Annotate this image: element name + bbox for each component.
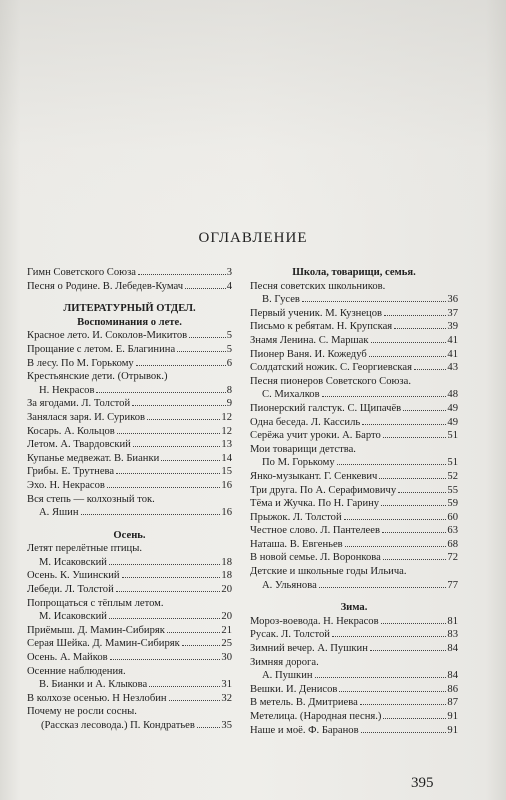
- dot-leader: [132, 405, 226, 406]
- dot-leader: [370, 650, 447, 651]
- toc-group-autumn-2: [27, 624, 232, 665]
- dot-leader: [197, 727, 221, 728]
- dot-leader: [177, 351, 226, 352]
- toc-entry-title: Косарь. А. Кольцов: [27, 425, 115, 437]
- toc-entry: [27, 583, 232, 597]
- toc-entry: [27, 280, 232, 294]
- toc-entry-title: Серёжа учит уроки. А. Барто: [250, 430, 381, 442]
- toc-entry-page: 25: [221, 638, 232, 650]
- toc-entry-title: Честное слово. Л. Пантелеев: [250, 525, 380, 537]
- toc-entry-page: 8: [226, 384, 232, 396]
- toc-entry-page: 30: [221, 652, 232, 664]
- toc-entry-title: Зимний вечер. А. Пушкин: [250, 643, 368, 655]
- dot-leader: [383, 559, 447, 560]
- page-title: ОГЛАВЛЕНИЕ: [198, 230, 308, 246]
- toc-entry-page: 37: [447, 307, 458, 319]
- toc-entry: [250, 361, 458, 375]
- toc-entry-page: 43: [447, 362, 458, 374]
- toc-entry-title: Вешки. И. Денисов: [250, 683, 338, 695]
- toc-entry: [250, 307, 458, 321]
- toc-entry-title: Лебеди. Л. Толстой: [27, 584, 114, 596]
- toc-entry-page: 35: [221, 720, 232, 731]
- dot-leader: [337, 464, 447, 465]
- dot-leader: [403, 410, 446, 411]
- dot-leader: [116, 591, 221, 592]
- dot-leader: [116, 473, 220, 474]
- dot-leader: [169, 700, 221, 701]
- toc-entry-page: 91: [447, 724, 458, 736]
- toc-left-column: [27, 266, 232, 733]
- toc-entry-title: Зимняя дорога.: [250, 656, 319, 668]
- toc-entry-title: Осень. А. Майков: [27, 652, 108, 664]
- dot-leader: [384, 315, 446, 316]
- toc-entry-page: 32: [221, 692, 232, 704]
- dot-leader: [185, 288, 226, 289]
- toc-entry: [250, 724, 458, 738]
- toc-entry-title: А. Яшин: [39, 507, 79, 519]
- dot-leader: [332, 636, 446, 637]
- toc-entry-page: 91: [447, 711, 458, 722]
- dot-leader: [302, 301, 446, 302]
- dot-leader: [109, 618, 220, 619]
- dot-leader: [394, 328, 446, 329]
- toc-entry-title: Занялася заря. И. Суриков: [27, 411, 146, 423]
- toc-entry-page: 31: [221, 679, 232, 691]
- dot-leader: [382, 532, 446, 533]
- toc-group-autumn: [27, 569, 232, 596]
- toc-entry-page: 60: [447, 511, 458, 523]
- toc-group-pionery: [250, 388, 458, 402]
- toc-entry-page: 48: [447, 389, 458, 401]
- toc-entry-page: 14: [221, 452, 232, 464]
- toc-entry-title: По М. Горькому: [262, 457, 335, 469]
- toc-entry-title: Солдатский ножик. С. Георгиевская: [250, 362, 412, 374]
- toc-entry: [27, 329, 232, 343]
- toc-entry-title: Серая Шейка. Д. Мамин-Сибиряк: [27, 638, 180, 650]
- toc-entry-title: В колхозе осенью. Н Незлобин: [27, 692, 167, 704]
- toc-entry-title: В метель. В. Дмитриева: [250, 697, 358, 709]
- toc-entry: [250, 429, 458, 443]
- dot-leader: [398, 492, 446, 493]
- dot-leader: [369, 356, 447, 357]
- toc-entry-title: Письмо к ребятам. Н. Крупская: [250, 321, 393, 333]
- toc-entry: [250, 642, 458, 656]
- dot-leader: [362, 424, 446, 425]
- toc-group-winter-b: [250, 683, 458, 737]
- section-heading-winter: Зима.: [340, 602, 368, 614]
- toc-entry-title: Песня о Родине. В. Лебедев-Кумач: [27, 280, 184, 292]
- dot-leader: [149, 686, 220, 687]
- toc-entry-page: 77: [447, 579, 458, 591]
- toc-entry: [250, 538, 458, 552]
- toc-entry: [27, 411, 232, 425]
- toc-entry-title: (Рассказ лесовода.) П. Кондратьев: [41, 720, 195, 731]
- toc-entry-page: 81: [447, 615, 458, 627]
- toc-entry: [27, 343, 232, 357]
- toc-entry-page: 83: [447, 629, 458, 641]
- toc-entry-title: Детские и школьные годы Ильича.: [250, 566, 407, 578]
- toc-group-nabl: [27, 678, 232, 692]
- dot-leader: [167, 632, 220, 633]
- toc-entry: [250, 402, 458, 416]
- toc-group-step: [27, 506, 232, 520]
- dot-leader: [319, 587, 447, 588]
- dot-leader: [110, 659, 221, 660]
- toc-entry: [250, 334, 458, 348]
- toc-entry-title: За ягодами. Л. Толстой: [27, 398, 131, 410]
- dot-leader: [107, 487, 220, 488]
- toc-group-winter-a: [250, 615, 458, 656]
- toc-entry-page: 59: [447, 498, 458, 510]
- toc-entry: [250, 388, 458, 402]
- toc-entry: [27, 624, 232, 638]
- toc-entry-page: 21: [221, 624, 232, 636]
- toc-entry-page: 5: [226, 343, 232, 355]
- toc-entry-title: Осенние наблюдения.: [27, 665, 126, 677]
- toc-group-poproshch: [27, 610, 232, 624]
- toc-entry-page: 36: [447, 294, 458, 306]
- toc-entry-page: 12: [221, 425, 232, 437]
- toc-entry-page: 41: [447, 348, 458, 360]
- dot-leader: [344, 519, 447, 520]
- toc-entry: [27, 384, 232, 398]
- dot-leader: [322, 396, 447, 397]
- dot-leader: [383, 718, 446, 719]
- toc-entry-page: 5: [226, 330, 232, 342]
- toc-entry: [27, 452, 232, 466]
- toc-entry: [250, 551, 458, 565]
- toc-entry-title: Н. Некрасов: [39, 384, 95, 396]
- dot-leader: [381, 505, 446, 506]
- toc-entry-page: 20: [221, 611, 232, 623]
- dot-leader: [161, 460, 220, 461]
- section-subheading-summer: Воспоминания о лете.: [77, 316, 182, 328]
- toc-entry-title: Грибы. Е. Трутнева: [27, 466, 115, 478]
- toc-entry: [250, 348, 458, 362]
- toc-entry-title: Наше и моё. Ф. Баранов: [250, 724, 359, 736]
- toc-entry-title: В новой семье. Л. Воронкова: [250, 552, 381, 564]
- dot-leader: [81, 514, 221, 515]
- dot-leader: [117, 433, 221, 434]
- toc-entry: [27, 266, 232, 280]
- toc-entry: [250, 615, 458, 629]
- toc-entry-title: Эхо. Н. Некрасов: [27, 479, 105, 491]
- show-through-text-area: [0, 0, 506, 215]
- toc-entry-page: 49: [447, 416, 458, 428]
- toc-entry: [27, 479, 232, 493]
- toc-entry-page: 12: [221, 411, 232, 423]
- toc-entry: [27, 610, 232, 624]
- toc-entry-page: 39: [447, 321, 458, 333]
- dot-leader: [383, 437, 447, 438]
- dot-leader: [96, 392, 225, 393]
- toc-entry: [27, 651, 232, 665]
- dot-leader: [109, 564, 220, 565]
- toc-entry-title: Песня пионеров Советского Союза.: [250, 375, 411, 387]
- toc-entry: [250, 456, 458, 470]
- toc-entry-page: 84: [447, 643, 458, 655]
- toc-entry-page: 9: [226, 398, 232, 410]
- toc-entry: [27, 397, 232, 411]
- dot-leader: [182, 645, 221, 646]
- toc-entry-title: М. Исаковский: [39, 556, 107, 568]
- toc-entry-title: Метелица. (Народная песня.): [250, 711, 382, 722]
- dot-leader: [136, 365, 226, 366]
- toc-entry: [250, 524, 458, 538]
- toc-group-ilyich: [250, 579, 458, 593]
- dot-leader: [381, 623, 447, 624]
- dot-leader: [122, 577, 221, 578]
- toc-entry: [250, 579, 458, 593]
- toc-entry: [250, 683, 458, 697]
- toc-entry-title: Одна беседа. Л. Кассиль: [250, 416, 361, 428]
- toc-entry-page: 55: [447, 484, 458, 496]
- dot-leader: [361, 732, 447, 733]
- toc-entry-title: Летят перелётные птицы.: [27, 543, 142, 555]
- toc-entry: [27, 465, 232, 479]
- toc-entry-title: Осень. К. Ушинский: [27, 570, 120, 582]
- toc-entry-page: 15: [221, 466, 232, 478]
- toc-entry: [27, 357, 232, 371]
- toc-entry: [250, 416, 458, 430]
- toc-entry-title: Пионер Ваня. И. Кожедуб: [250, 348, 367, 360]
- toc-entry-title: Почему не росли сосны.: [27, 706, 137, 718]
- dot-leader: [138, 274, 226, 275]
- toc-entry-page: 18: [221, 556, 232, 568]
- toc-group-kolhoz: [27, 692, 232, 706]
- toc-group-summer: [27, 329, 232, 370]
- toc-entry-title: Три друга. По А. Серафимовичу: [250, 484, 397, 496]
- toc-entry: [250, 293, 458, 307]
- toc-entry-page: 41: [447, 334, 458, 346]
- toc-entry-title: А. Пушкин: [262, 670, 313, 682]
- toc-entry-page: 18: [221, 570, 232, 582]
- toc-entry-title: В. Бианки и А. Клыкова: [39, 679, 148, 691]
- toc-entry: [27, 678, 232, 692]
- dot-leader: [189, 337, 226, 338]
- toc-entry-page: 4: [226, 280, 232, 292]
- toc-entry-title: С. Михалков: [262, 389, 320, 401]
- toc-entry-title: Песня советских школьников.: [250, 280, 386, 292]
- toc-entry-title: Летом. А. Твардовский: [27, 439, 131, 451]
- dot-leader: [414, 369, 446, 370]
- toc-entry-page: 13: [221, 439, 232, 451]
- toc-entry-page: 52: [447, 470, 458, 482]
- dot-leader: [360, 704, 447, 705]
- dot-leader: [339, 691, 446, 692]
- toc-entry-page: 86: [447, 683, 458, 695]
- toc-entry-title: В лесу. По М. Горькому: [27, 357, 134, 369]
- dot-leader: [315, 677, 447, 678]
- toc-entry-title: Купанье медвежат. В. Бианки: [27, 452, 160, 464]
- toc-entry-page: 16: [221, 507, 232, 519]
- toc-entry: [27, 506, 232, 520]
- toc-entry-page: 51: [447, 430, 458, 442]
- toc-entry-title: М. Исаковский: [39, 611, 107, 623]
- toc-entry-page: 68: [447, 538, 458, 550]
- toc-entry-title: Янко-музыкант. Г. Сенкевич: [250, 470, 378, 482]
- toc-group-school-a: [250, 307, 458, 375]
- dot-leader: [379, 478, 446, 479]
- toc-entry: [250, 710, 458, 724]
- toc-entry: [27, 425, 232, 439]
- toc-entry-title: Первый ученик. М. Кузнецов: [250, 307, 383, 319]
- toc-entry-title: Вся степь — колхозный ток.: [27, 493, 155, 505]
- toc-entry-title: Тёма и Жучка. По Н. Гарину: [250, 498, 380, 510]
- toc-entry-title: Мои товарищи детства.: [250, 443, 356, 455]
- toc-group-doroga: [250, 669, 458, 683]
- toc-group-school-b: [250, 402, 458, 443]
- toc-entry-page: 49: [447, 402, 458, 414]
- toc-entry-page: 72: [447, 552, 458, 564]
- toc-group-ptitsy: [27, 556, 232, 570]
- toc-entry: [250, 470, 458, 484]
- dot-leader: [345, 546, 447, 547]
- dot-leader: [147, 419, 220, 420]
- toc-right-column: [250, 266, 458, 737]
- dot-leader: [133, 446, 221, 447]
- toc-entry-page: 20: [221, 584, 232, 596]
- toc-group-top: [27, 266, 232, 293]
- section-heading-autumn: Осень.: [113, 529, 146, 541]
- toc-entry: [250, 320, 458, 334]
- toc-group-tovarishchi: [250, 456, 458, 470]
- toc-group-krest: [27, 384, 232, 398]
- toc-entry-title: Прощание с летом. Е. Благинина: [27, 343, 176, 355]
- toc-entry: [27, 556, 232, 570]
- toc-entry-page: 6: [226, 357, 232, 369]
- toc-group-sosny: [27, 719, 232, 733]
- section-heading-school: Школа, товарищи, семья.: [292, 267, 416, 278]
- toc-entry: [27, 438, 232, 452]
- toc-group-summer-2: [27, 397, 232, 492]
- toc-entry: [27, 569, 232, 583]
- toc-group-pesnya: [250, 293, 458, 307]
- toc-entry-title: В. Гусев: [262, 294, 300, 306]
- toc-entry-title: Попрощаться с тёплым летом.: [27, 597, 164, 609]
- toc-entry-page: 87: [447, 697, 458, 709]
- toc-entry-title: Мороз-воевода. Н. Некрасов: [250, 615, 379, 627]
- toc-entry: [250, 484, 458, 498]
- toc-entry-title: Гимн Советского Союза: [27, 267, 136, 278]
- page-number: 395: [411, 775, 434, 791]
- toc-entry-title: А. Ульянова: [262, 579, 317, 591]
- section-heading-literary: ЛИТЕРАТУРНЫЙ ОТДЕЛ.: [63, 303, 196, 315]
- toc-entry-page: 3: [226, 267, 232, 278]
- toc-entry: [250, 628, 458, 642]
- toc-entry: [27, 692, 232, 706]
- toc-group-school-c: [250, 470, 458, 565]
- toc-entry-page: 16: [221, 479, 232, 491]
- toc-entry-title: Наташа. В. Евгеньев: [250, 538, 343, 550]
- toc-entry-title: Приёмыш. Д. Мамин-Сибиряк: [27, 624, 165, 636]
- toc-entry: [250, 497, 458, 511]
- toc-entry: [250, 696, 458, 710]
- toc-entry-title: Русак. Л. Толстой: [250, 629, 330, 641]
- toc-entry: [27, 637, 232, 651]
- toc-entry: [250, 511, 458, 525]
- toc-entry-title: Пионерский галстук. С. Щипачёв: [250, 402, 402, 414]
- toc-entry-page: 51: [447, 457, 458, 469]
- toc-entry: [27, 719, 232, 733]
- toc-entry-title: Прыжок. Л. Толстой: [250, 511, 342, 523]
- toc-entry: [250, 669, 458, 683]
- toc-entry-title: Знамя Ленина. С. Маршак: [250, 334, 369, 346]
- toc-entry-title: Крестьянские дети. (Отрывок.): [27, 371, 168, 383]
- toc-entry-title: Красное лето. И. Соколов-Микитов: [27, 330, 188, 342]
- toc-entry-page: 63: [447, 525, 458, 537]
- dot-leader: [371, 342, 447, 343]
- toc-entry-page: 84: [447, 670, 458, 682]
